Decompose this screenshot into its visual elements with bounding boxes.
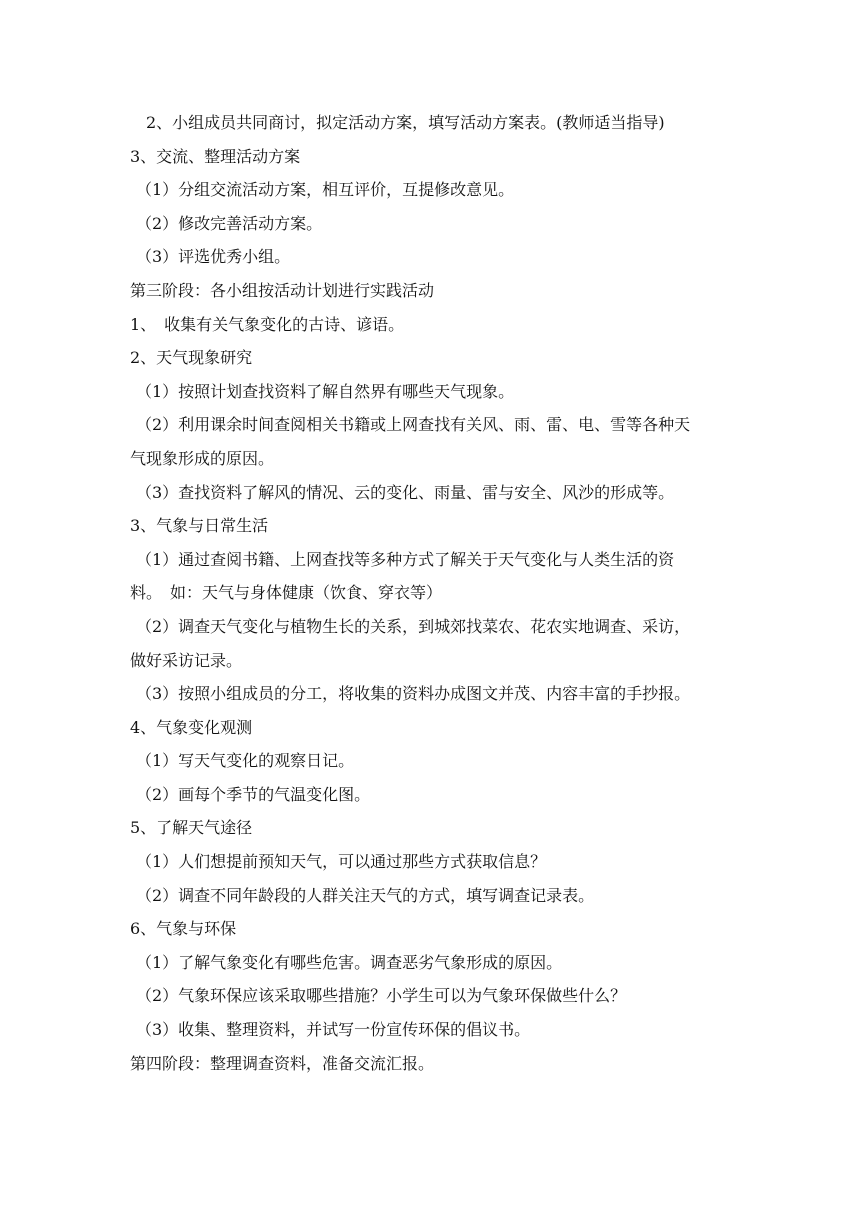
stage-heading: 第四阶段：整理调查资料，准备交流汇报。 bbox=[130, 1053, 435, 1073]
text-line: （3）评选优秀小组。 bbox=[136, 247, 291, 267]
section-heading: 3、气象与日常生活 bbox=[130, 516, 269, 536]
text-line: （3）按照小组成员的分工，将收集的资料办成图文并茂、内容丰富的手抄报。 bbox=[136, 684, 691, 704]
text-line: （1）写天气变化的观察日记。 bbox=[136, 751, 355, 771]
section-heading: 2、天气现象研究 bbox=[130, 348, 253, 368]
text-line: （2）画每个季节的气温变化图。 bbox=[136, 784, 371, 804]
text-line: 料。 如：天气与身体健康（饮食、穿衣等） bbox=[130, 583, 443, 603]
text-line: （2）调查天气变化与植物生长的关系，到城郊找菜农、花农实地调查、采访， bbox=[136, 616, 691, 636]
text-line: （2）利用课余时间查阅相关书籍或上网查找有关风、雨、雷、电、雪等各种天 bbox=[136, 415, 691, 435]
text-line: 气现象形成的原因。 bbox=[130, 448, 275, 468]
text-line: （3）查找资料了解风的情况、云的变化、雨量、雷与安全、风沙的形成等。 bbox=[136, 482, 675, 502]
stage-heading: 第三阶段：各小组按活动计划进行实践活动 bbox=[130, 280, 435, 300]
text-line: （1）了解气象变化有哪些危害。调查恶劣气象形成的原因。 bbox=[136, 952, 563, 972]
text-line: （1）按照计划查找资料了解自然界有哪些天气现象。 bbox=[136, 381, 515, 401]
text-line: （1）分组交流活动方案，相互评价，互提修改意见。 bbox=[136, 180, 515, 200]
section-heading: 5、了解天气途径 bbox=[130, 818, 253, 838]
section-heading: 1、 收集有关气象变化的古诗、谚语。 bbox=[130, 314, 405, 334]
text-line: （2）调查不同年龄段的人群关注天气的方式，填写调查记录表。 bbox=[136, 885, 595, 905]
section-heading: 4、气象变化观测 bbox=[130, 717, 253, 737]
text-line: （1）通过查阅书籍、上网查找等多种方式了解关于天气变化与人类生活的资 bbox=[136, 549, 675, 569]
section-heading: 3、交流、整理活动方案 bbox=[130, 146, 301, 166]
section-heading: 6、气象与环保 bbox=[130, 919, 237, 939]
text-line: （1）人们想提前预知天气，可以通过那些方式获取信息？ bbox=[136, 852, 547, 872]
text-line: （2）气象环保应该采取哪些措施？小学生可以为气象环保做些什么？ bbox=[136, 986, 627, 1006]
text-line: 做好采访记录。 bbox=[130, 650, 243, 670]
document-body bbox=[130, 106, 742, 1080]
text-line: （2）修改完善活动方案。 bbox=[136, 213, 323, 233]
text-line: （3）收集、整理资料，并试写一份宣传环保的倡议书。 bbox=[136, 1020, 531, 1040]
text-line: 2、小组成员共同商讨，拟定活动方案，填写活动方案表。(教师适当指导) bbox=[146, 113, 665, 132]
